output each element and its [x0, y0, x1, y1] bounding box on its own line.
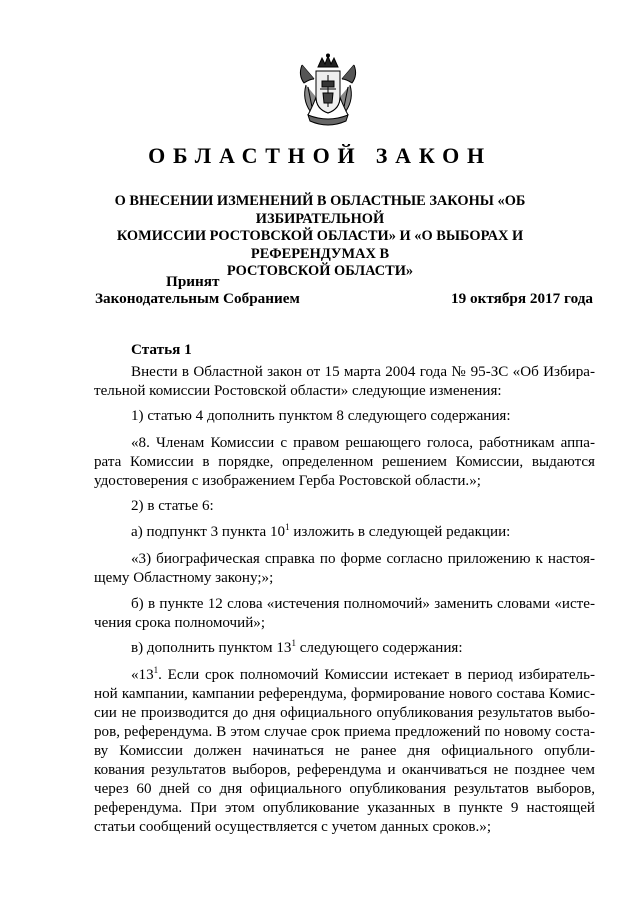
body-line: ной кампании, кампании референдума, формирование нового состава Комис- — [94, 686, 595, 702]
adopted-label: Принят — [166, 273, 220, 290]
superscript: 1 — [291, 638, 296, 648]
body-line: сии не производится до дня официального опубликования результатов выбо- — [94, 705, 595, 721]
article-title: Статья 1 — [131, 341, 192, 358]
line-text: следующего содержания: — [295, 640, 463, 656]
body-line — [131, 523, 595, 541]
body-line: чения срока полномочий»; — [94, 615, 266, 631]
body-line: ву Комиссии должен начинаться не ранее дня официального опубли- — [94, 743, 595, 759]
body-line: референдума. При этом опубликование указанных в пункте 9 настоящей — [94, 800, 595, 816]
coat-of-arms-emblem — [296, 53, 360, 131]
superscript: 1 — [285, 522, 290, 532]
subtitle-line: РОСТОВСКОЙ ОБЛАСТИ» — [226, 263, 414, 279]
body-line: кования результатов выборов, референдума и оканчиваться не позднее чем — [94, 762, 595, 778]
subtitle-line: О ВНЕСЕНИИ ИЗМЕНЕНИЙ В ОБЛАСТНЫЕ ЗАКОНЫ «ОБ ИЗБИРАТЕЛЬНОЙ — [114, 193, 526, 227]
body-line: тельной комиссии Ростовской области» следующие изменения: — [94, 383, 502, 399]
line-text: изложить в следующей редакции: — [289, 524, 511, 540]
line-text: «13 — [131, 667, 154, 683]
line-text: а) подпункт 3 пункта 10 — [131, 524, 286, 540]
law-subtitle — [66, 193, 574, 281]
body-line: «3) биографическая справка по форме согласно приложению к настоя- — [131, 551, 595, 567]
adoption-date: 19 октября 2017 года — [451, 290, 593, 307]
body-line: 1) статью 4 дополнить пунктом 8 следующего содержания: — [131, 408, 511, 424]
document-title: ОБЛАСТНОЙ ЗАКОН — [148, 143, 492, 168]
subtitle-line: КОМИССИИ РОСТОВСКОЙ ОБЛАСТИ» И «О ВЫБОРАХ И РЕФЕРЕНДУМАХ В — [116, 228, 524, 262]
superscript: 1 — [153, 665, 159, 675]
body-line — [131, 666, 595, 684]
body-line: рата Комиссии в порядке, определенном решением Комиссии, выдаются — [94, 454, 595, 470]
body-line: «8. Членам Комиссии с правом решающего голоса, работникам аппа- — [131, 435, 595, 451]
body-line: Внести в Областной закон от 15 марта 2004 года № 95-ЗС «Об Избира- — [131, 364, 595, 380]
adopted-by: Законодательным Собранием — [95, 290, 300, 307]
body-line: через 60 дней со дня официального опубликования результатов выборов, — [94, 781, 595, 797]
body-line — [131, 639, 595, 657]
body-line: б) в пункте 12 слова «истечения полномочий» заменить словами «исте- — [131, 596, 595, 612]
body-line: ров, референдума. В этом случае срок приема предложений по новому соста- — [94, 724, 595, 740]
body-line: удостоверения с изображением Герба Ростовской области.»; — [94, 473, 481, 489]
line-text: . Если срок полномочий Комиссии истекает в период избиратель- — [158, 667, 595, 683]
line-text: в) дополнить пунктом 13 — [131, 640, 292, 656]
body-line: щему Областному закону;»; — [94, 570, 274, 586]
body-line: статьи сообщений осуществляется с учетом данных сроков.»; — [94, 819, 492, 835]
body-line: 2) в статье 6: — [131, 498, 214, 514]
